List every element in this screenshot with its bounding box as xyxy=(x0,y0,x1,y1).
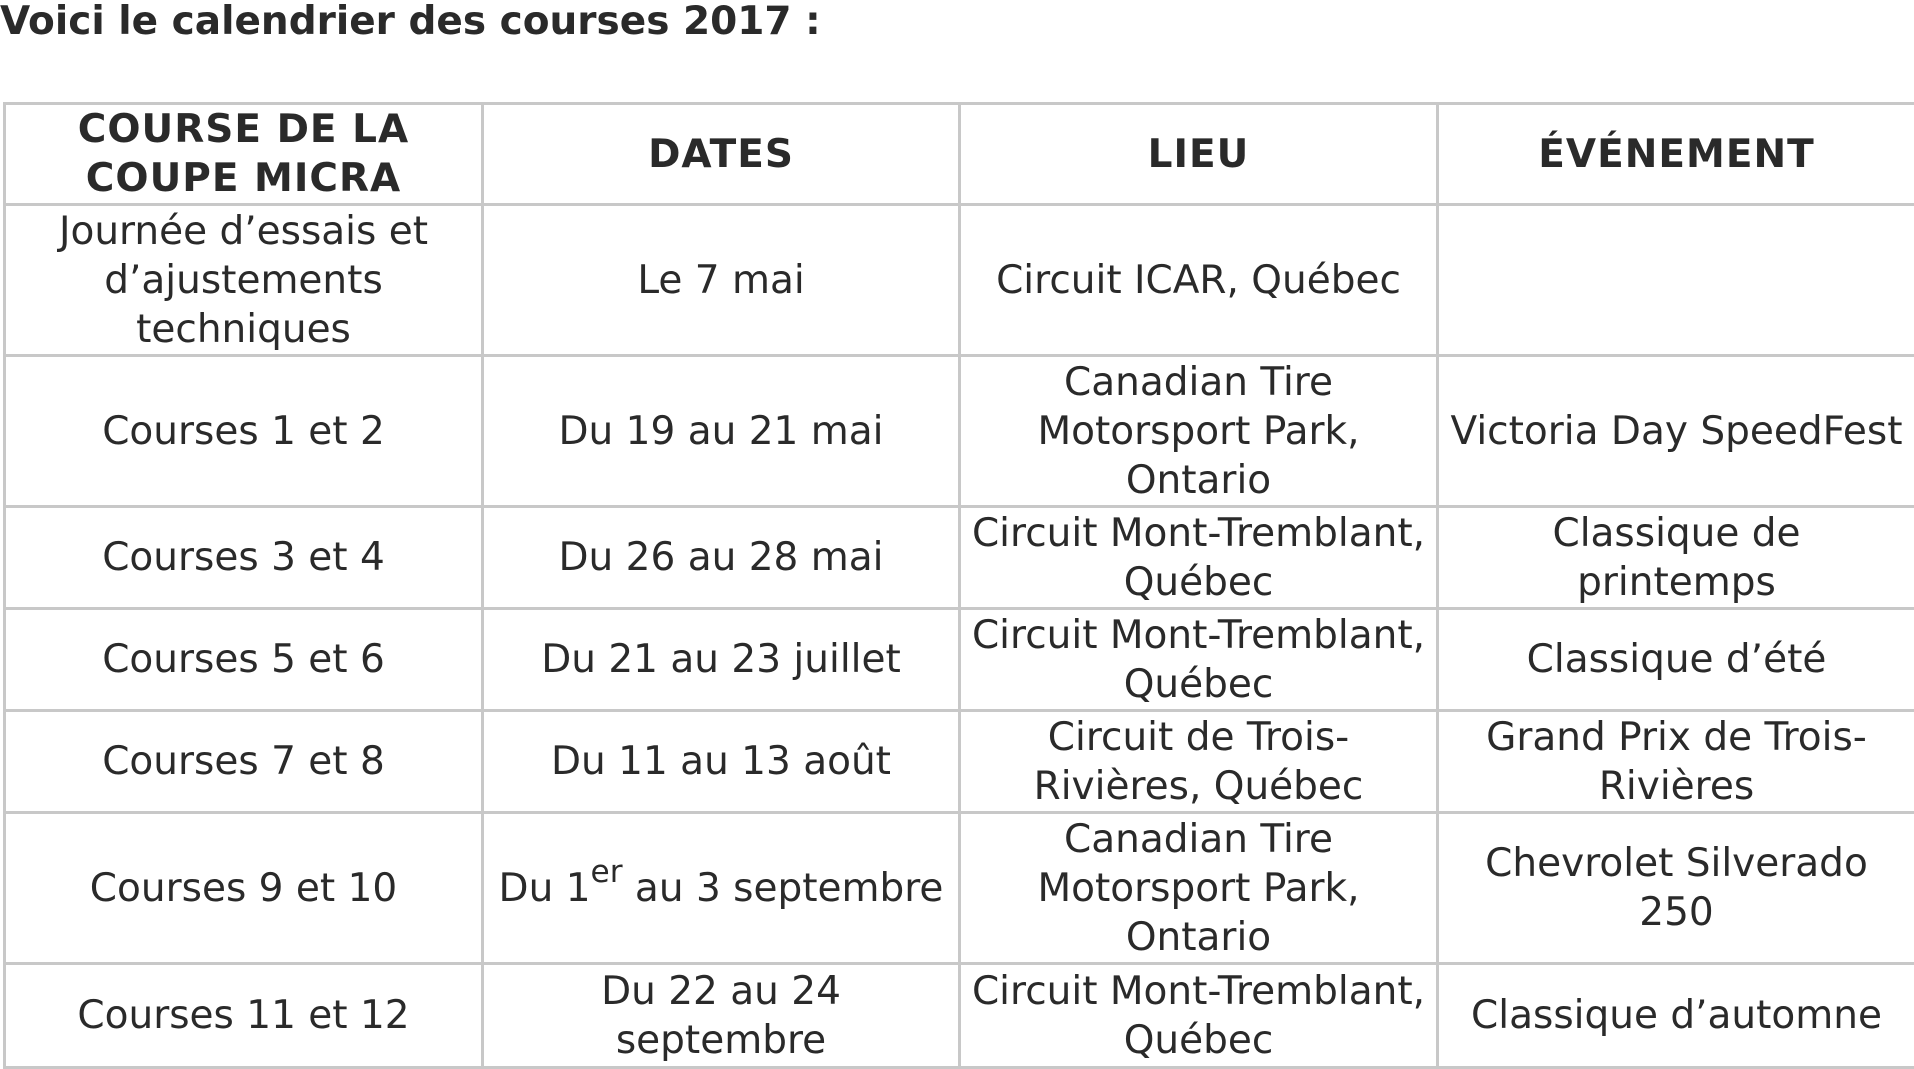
cell-evenement xyxy=(1438,205,1914,356)
table-row xyxy=(5,711,1914,813)
cell-evenement: Victoria Day SpeedFest xyxy=(1438,356,1914,507)
cell-course: Courses 11 et 12 xyxy=(5,964,483,1068)
column-header-course: COURSE DE LA COUPE MICRA xyxy=(5,104,483,205)
cell-lieu: Circuit ICAR, Québec xyxy=(960,205,1438,356)
dates-ordinal-sup: er xyxy=(591,854,623,890)
cell-lieu: Canadian Tire Motorsport Park, Ontario xyxy=(960,356,1438,507)
table-row xyxy=(5,356,1914,507)
cell-lieu: Circuit Mont-Tremblant, Québec xyxy=(960,964,1438,1068)
table-row xyxy=(5,964,1914,1068)
cell-evenement: Grand Prix de Trois-Rivières xyxy=(1438,711,1914,813)
cell-dates: Du 22 au 24 septembre xyxy=(483,964,960,1068)
dates-suffix: au 3 septembre xyxy=(623,866,944,911)
cell-course: Courses 1 et 2 xyxy=(5,356,483,507)
column-header-lieu: LIEU xyxy=(960,104,1438,205)
dates-prefix: Du 1 xyxy=(499,866,591,911)
page-title: Voici le calendrier des courses 2017 : xyxy=(0,0,821,44)
cell-lieu: Circuit Mont-Tremblant, Québec xyxy=(960,507,1438,609)
cell-dates: Du 26 au 28 mai xyxy=(483,507,960,609)
table-header-row xyxy=(5,104,1914,205)
table-row xyxy=(5,609,1914,711)
cell-lieu: Circuit de Trois-Rivières, Québec xyxy=(960,711,1438,813)
cell-dates: Du 19 au 21 mai xyxy=(483,356,960,507)
cell-dates: Du 21 au 23 juillet xyxy=(483,609,960,711)
cell-dates: Du 11 au 13 août xyxy=(483,711,960,813)
cell-lieu: Circuit Mont-Tremblant, Québec xyxy=(960,609,1438,711)
column-header-evenement: ÉVÉNEMENT xyxy=(1438,104,1914,205)
cell-dates xyxy=(483,813,960,964)
cell-evenement: Classique d’automne xyxy=(1438,964,1914,1068)
cell-evenement: Chevrolet Silverado 250 xyxy=(1438,813,1914,964)
cell-course: Journée d’essais et d’ajustements techniques xyxy=(5,205,483,356)
race-calendar-table xyxy=(3,102,1914,1069)
cell-lieu: Canadian Tire Motorsport Park, Ontario xyxy=(960,813,1438,964)
cell-course: Courses 7 et 8 xyxy=(5,711,483,813)
cell-evenement: Classique de printemps xyxy=(1438,507,1914,609)
table-row xyxy=(5,813,1914,964)
table-row xyxy=(5,507,1914,609)
cell-evenement: Classique d’été xyxy=(1438,609,1914,711)
column-header-dates: DATES xyxy=(483,104,960,205)
cell-course: Courses 9 et 10 xyxy=(5,813,483,964)
cell-course: Courses 5 et 6 xyxy=(5,609,483,711)
cell-dates: Le 7 mai xyxy=(483,205,960,356)
table-row xyxy=(5,205,1914,356)
cell-course: Courses 3 et 4 xyxy=(5,507,483,609)
